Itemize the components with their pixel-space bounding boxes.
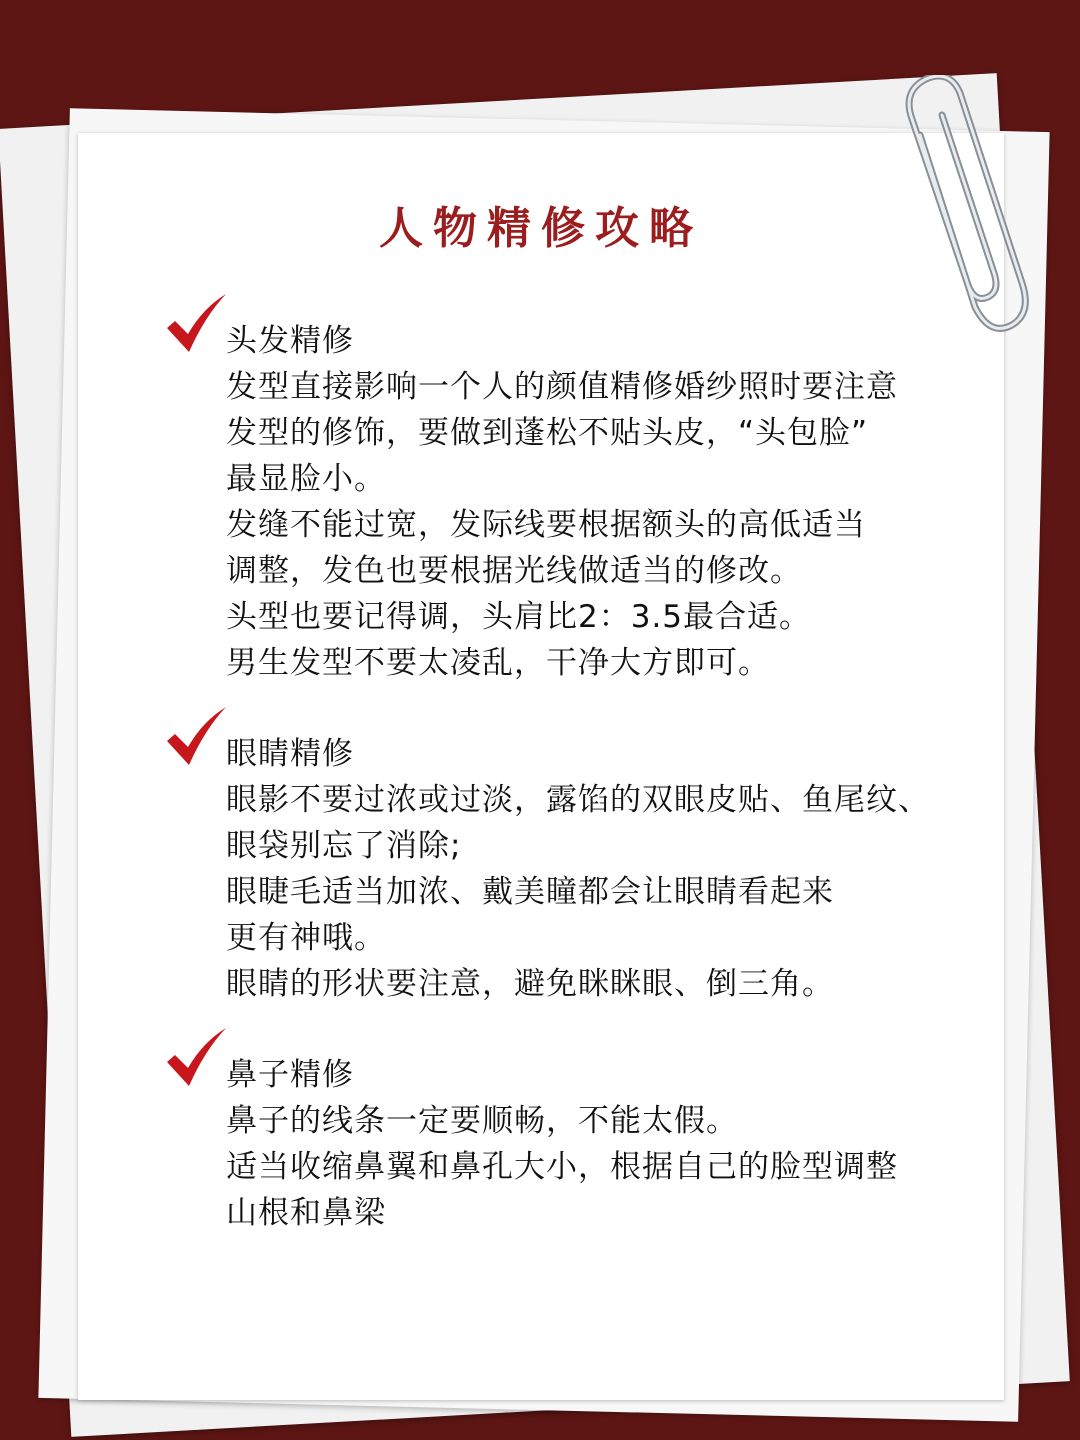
section-text-line: 眼袋别忘了消除;: [226, 828, 462, 864]
check-icon: [165, 707, 229, 767]
section-text-line: 发型的修饰，要做到蓬松不贴头皮，“头包脸”: [226, 415, 869, 451]
section-heading: 眼睛精修: [226, 736, 354, 772]
section-text-line: 发缝不能过宽，发际线要根据额头的高低适当: [226, 507, 866, 543]
section-eyes: [165, 731, 985, 1007]
section-text-line: 山根和鼻梁: [226, 1195, 386, 1231]
section-text-line: 眼睫毛适当加浓、戴美瞳都会让眼睛看起来: [226, 874, 834, 910]
section-text-line: 鼻子的线条一定要顺畅，不能太假。: [226, 1103, 738, 1139]
section-hair: [165, 318, 985, 686]
section-text-line: 眼睛的形状要注意，避免眯眯眼、倒三角。: [226, 966, 834, 1002]
section-text-line: 最显脸小。: [226, 461, 386, 497]
section-text-line: 适当收缩鼻翼和鼻孔大小，根据自己的脸型调整: [226, 1149, 898, 1185]
section-heading: 鼻子精修: [226, 1057, 354, 1093]
section-nose: [165, 1052, 985, 1236]
section-text-line: 男生发型不要太凌乱，干净大方即可。: [226, 645, 770, 681]
section-text-line: 更有神哦。: [226, 920, 386, 956]
section-heading: 头发精修: [226, 323, 354, 359]
check-icon: [165, 294, 229, 354]
section-text-line: 调整，发色也要根据光线做适当的修改。: [226, 553, 802, 589]
section-text-line: 眼影不要过浓或过淡，露馅的双眼皮贴、鱼尾纹、: [226, 782, 930, 818]
page-title: 人物精修攻略: [379, 203, 703, 254]
section-text-line: 头型也要记得调，头肩比2：3.5最合适。: [226, 599, 812, 635]
check-icon: [165, 1028, 229, 1088]
section-text-line: 发型直接影响一个人的颜值精修婚纱照时要注意: [226, 369, 898, 405]
